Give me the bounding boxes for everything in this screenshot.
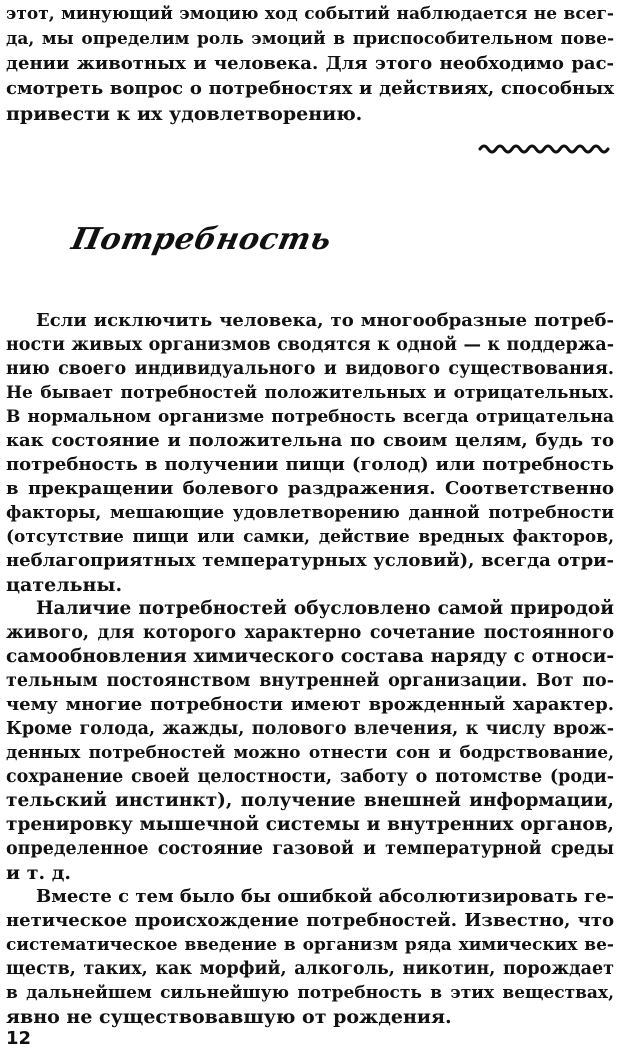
text-line: Не бывает потребностей положительных и отрицательных. xyxy=(6,383,614,403)
text-line: привести к их удовлетворению. xyxy=(6,103,363,125)
text-line: цательны. xyxy=(6,574,123,596)
text-line: этот, минующий эмоцию ход событий наблюдается не всег- xyxy=(6,4,614,24)
text-line: ществ, таких, как морфий, алкоголь, никотин, порождает xyxy=(6,959,614,979)
page-number: 12 xyxy=(6,1028,32,1049)
text-line: и т. д. xyxy=(6,862,71,884)
text-line: ности живых организмов сводятся к одной — к поддержа- xyxy=(6,335,614,355)
text-line: живого, для которого характерно сочетание постоянного xyxy=(6,623,614,643)
text-line: систематическое введение в организм ряда химических ве- xyxy=(6,935,614,955)
text-line: сохранение своей целостности, заботу о потомстве (роди- xyxy=(6,767,614,787)
text-line: как состояние и положительна по своим целям, будь то xyxy=(6,430,614,451)
text-line: тельский инстинкт), получение внешней информации, xyxy=(6,790,614,811)
text-line: определенное состояние газовой и температурной среды xyxy=(6,839,614,859)
text-line: тельным постоянством внутренней организации. Вот по- xyxy=(6,671,614,691)
text-line: дении животных и человека. Для этого необходимо рас- xyxy=(6,53,614,74)
text-line: потребность в получении пищи (голод) или потребность xyxy=(6,454,614,475)
text-line: тренировку мышечной системы и внутренних органов, xyxy=(6,814,614,835)
text-line: смотреть вопрос о потребностях и действиях, способных xyxy=(6,78,614,99)
text-line: Наличие потребностей обусловлено самой природой xyxy=(36,598,614,619)
text-line: В нормальном организме потребность всегда отрицательна xyxy=(6,407,614,427)
text-line: Если исключить человека, то многообразные потреб- xyxy=(36,310,614,331)
text-line: нетическое происхождение потребностей. Известно, что xyxy=(6,910,614,931)
text-line: да, мы определим роль эмоций в приспособительном пове- xyxy=(6,29,614,49)
text-line: в дальнейшем сильнейшую потребность в этих веществах, xyxy=(6,983,614,1003)
text-line: факторы, мешающие удовлетворению данной потребности xyxy=(6,503,614,523)
text-line: Вместе с тем было бы ошибкой абсолютизировать ге- xyxy=(36,886,615,907)
text-line: Кроме голода, жажды, полового влечения, к числу врож- xyxy=(6,719,614,739)
text-line: денных потребностей можно отнести сон и бодрствование, xyxy=(6,743,614,763)
text-line: в прекращении болевого раздражения. Соответственно xyxy=(6,478,614,499)
text-line: (отсутствие пищи или самки, действие вредных факторов, xyxy=(6,527,614,547)
text-line: самообновления химического состава наряду с относи- xyxy=(6,646,614,667)
wavy-divider-ornament xyxy=(478,141,612,157)
text-line: неблагоприятных температурных условий), всегда отри- xyxy=(6,550,614,571)
text-line: явно не существовавшую от рождения. xyxy=(6,1006,452,1028)
section-heading: Потребность xyxy=(68,222,335,257)
text-line: чему многие потребности имеют врожденный характер. xyxy=(6,694,614,715)
text-line: нию своего индивидуального и видового существования. xyxy=(6,359,614,379)
